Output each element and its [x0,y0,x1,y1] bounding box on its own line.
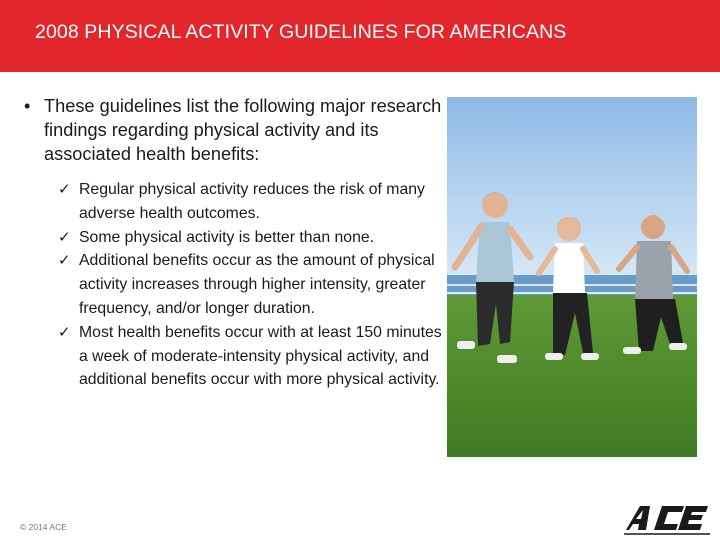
slide-title: 2008 PHYSICAL ACTIVITY GUIDELINES FOR AMERICANS [35,21,567,43]
list-item [58,226,442,250]
copyright-notice: © 2014 ACE [20,522,67,532]
intro-text: These guidelines list the following major research findings regarding physical activity and its associated health benefits: [44,96,442,164]
list-item [58,178,442,226]
title-bar [0,0,720,72]
checkmark-icon: ✓ [58,323,71,341]
intro-paragraph [22,94,442,166]
slide-body [22,94,442,392]
findings-list [22,178,442,392]
finding-text: Additional benefits occur as the amount of physical activity increases through higher intensity, greater frequency, and/or longer duration. [79,252,435,317]
joggers-photo [447,97,697,457]
finding-text: Regular physical activity reduces the risk of many adverse health outcomes. [79,181,425,222]
list-item [58,321,442,392]
ace-logo-icon [616,500,712,538]
finding-text: Most health benefits occur with at least 150 minutes a week of moderate-intensity physical activity, and additional benefits occur with more physical activity. [79,323,442,389]
bullet-icon: • [24,96,31,116]
checkmark-icon: ✓ [58,228,71,246]
joggers-illustration [447,97,697,457]
checkmark-icon: ✓ [58,252,71,270]
finding-text: Some physical activity is better than none. [79,228,375,246]
list-item [58,249,442,320]
checkmark-icon: ✓ [58,181,71,198]
